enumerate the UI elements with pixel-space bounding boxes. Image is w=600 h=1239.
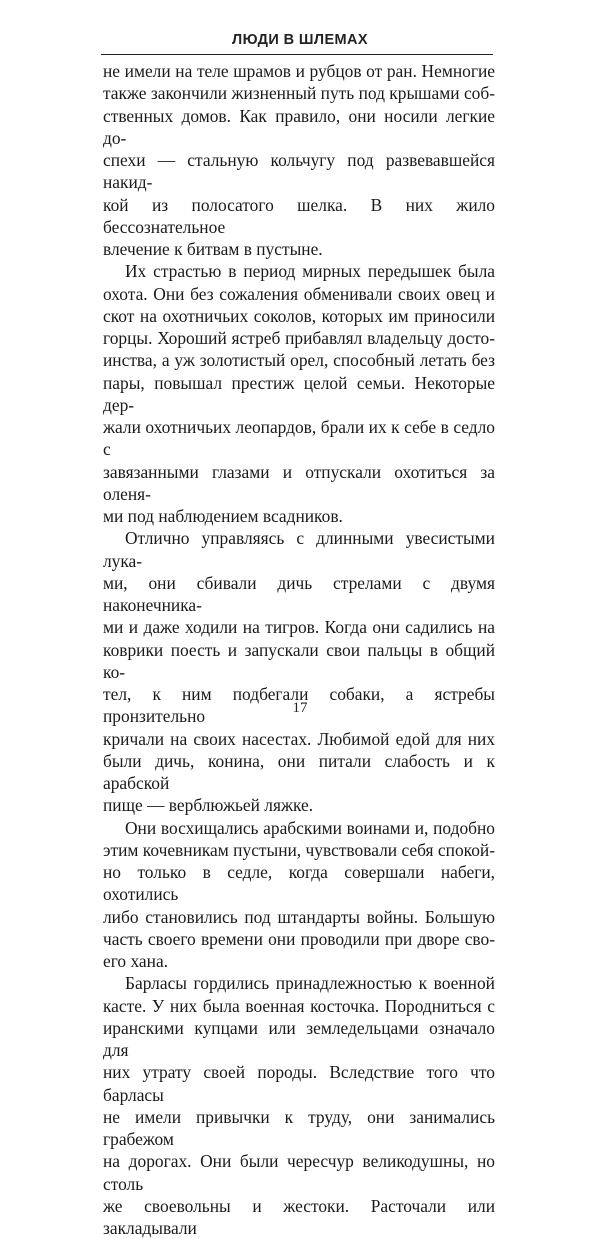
- text-line: скот на охотничьих соколов, которых им приносили: [103, 305, 495, 326]
- text-line: либо становились под штандарты войны. Большую: [103, 906, 495, 927]
- text-line: спехи — стальную кольчугу под развевавшейся накид-: [103, 150, 495, 193]
- page-number: 17: [292, 700, 308, 716]
- text-line: Их страстью в период мирных передышек была: [125, 261, 495, 282]
- text-line: Барласы гордились принадлежностью к военной: [125, 973, 495, 994]
- text-line: тел, к ним подбегали собаки, а ястребы пронзительно: [103, 684, 495, 727]
- text-line: часть своего времени они проводили при дворе сво-: [103, 928, 495, 949]
- text-line: были дичь, конина, они питали слабость и к арабской: [103, 750, 495, 793]
- text-line: не имели привычки к труду, они занимались грабежом: [103, 1106, 495, 1149]
- body-text: [103, 60, 495, 1239]
- text-line: ми под наблюдением всадников.: [103, 506, 343, 526]
- text-line: инства, а уж золотистый орел, способный летать без: [103, 350, 495, 371]
- running-title: ЛЮДИ В ШЛЕМАХ: [232, 32, 368, 48]
- text-line: касте. У них была военная косточка. Породниться с: [103, 995, 495, 1016]
- text-line: влечение к битвам в пустыне.: [103, 239, 323, 259]
- text-line: на дорогах. Они были чересчур великодушны, но столь: [103, 1151, 495, 1194]
- text-line: иранскими купцами или земледельцами означало для: [103, 1017, 495, 1060]
- text-line: них утрату своей породы. Вследствие того что барласы: [103, 1062, 495, 1105]
- text-line: пары, повышал престиж целой семьи. Некоторые дер-: [103, 372, 495, 415]
- text-line: этим кочевникам пустыни, чувствовали себя спокой-: [103, 839, 495, 860]
- header-rule: [101, 54, 493, 55]
- text-line: завязанными глазами и отпускали охотиться за оленя-: [103, 461, 495, 504]
- text-line: его хана.: [103, 951, 169, 971]
- text-line: кой из полосатого шелка. В них жило бессознательное: [103, 194, 495, 237]
- text-line: охота. Они без сожаления обменивали своих овец и: [103, 283, 495, 304]
- text-line: но только в седле, когда совершали набеги, охотились: [103, 862, 495, 905]
- text-line: Они восхищались арабскими воинами и, подобно: [125, 817, 495, 838]
- text-line: Отлично управляясь с длинными увесистыми лука-: [103, 528, 495, 571]
- text-line: горцы. Хороший ястреб прибавлял владельцу досто-: [103, 328, 495, 348]
- text-line: также закончили жизненный путь под крышами соб-: [103, 83, 495, 104]
- text-line: кричали на своих насестах. Любимой едой для них: [103, 728, 495, 749]
- text-line: пище — верблюжьей ляжке.: [103, 795, 314, 816]
- text-line: ственных домов. Как правило, они носили легкие до-: [103, 105, 495, 148]
- text-line: не имели на теле шрамов и рубцов от ран. Немногие: [103, 61, 495, 81]
- text-line: коврики поесть и запускали свои пальцы в общий ко-: [103, 639, 495, 682]
- text-line: ми и даже ходили на тигров. Когда они садились на: [103, 617, 495, 638]
- text-line: же своевольны и жестоки. Расточали или закладывали: [103, 1195, 495, 1238]
- text-line: ми, они сбивали дичь стрелами с двумя наконечника-: [103, 572, 495, 615]
- text-line: жали охотничьих леопардов, брали их к себе в седло с: [103, 417, 495, 460]
